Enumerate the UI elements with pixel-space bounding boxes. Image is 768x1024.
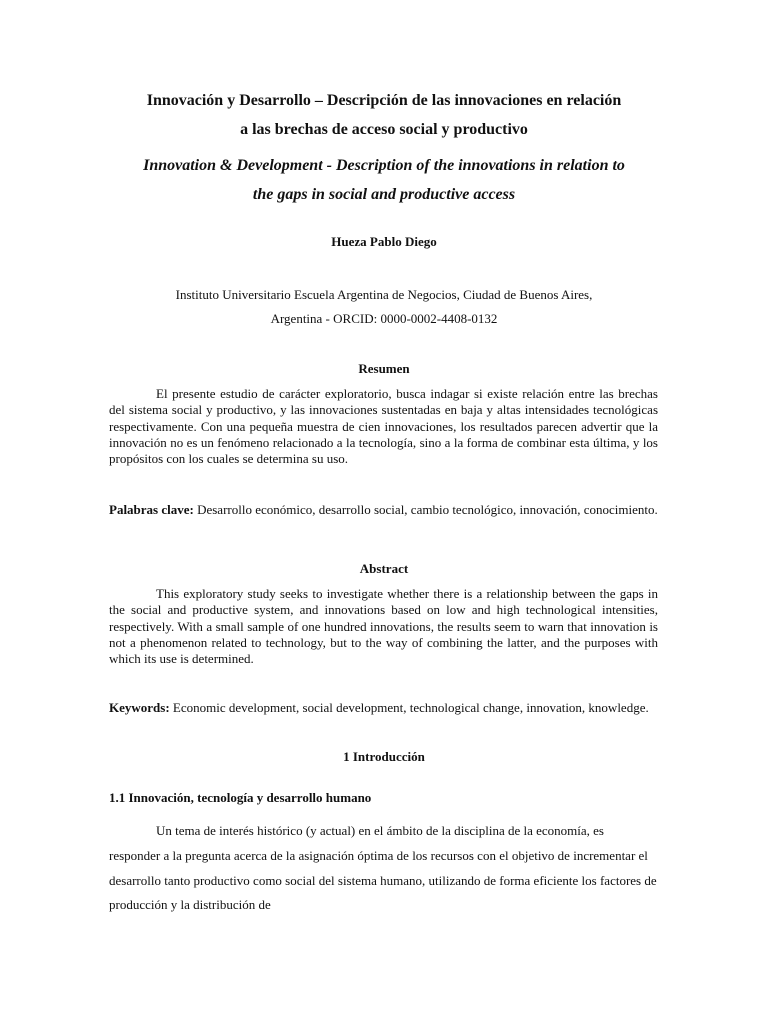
section-heading-introduccion: 1 Introducción: [343, 749, 425, 764]
palabras-clave: [109, 502, 658, 518]
title-spanish-line2: a las brechas de acceso social y productivo: [240, 121, 528, 138]
title-spanish-line1: Innovación y Desarrollo – Descripción de las innovaciones en relación: [146, 92, 622, 109]
title-spanish: [60, 86, 708, 144]
abstract-text: This exploratory study seeks to investigate whether there is a relationship between the gaps in the social and productive system, and innovations based on low and high technological intensities, respectively. With a small sample of one hundred innovations, the results seem to warn that innovation is not a phenomenon related to technology, but to the way of combining the latter, and the purposes with which its use is determined.: [109, 586, 658, 667]
title-english-line2: the gaps in social and productive access: [252, 186, 516, 203]
keywords-text: Economic development, social development, technological change, innovation, knowledge.: [169, 700, 649, 715]
resumen-heading: Resumen: [358, 361, 410, 376]
title-english-line1: Innovation & Development - Description of the innovations in relation to: [143, 157, 625, 174]
keywords: [109, 700, 658, 716]
affiliation-line2: Argentina - ORCID: 0000-0002-4408-0132: [270, 311, 498, 326]
resumen-text: El presente estudio de carácter exploratorio, busca indagar si existe relación entre las brechas del sistema social y productivo, y las innovaciones sustentadas en baja y altas intensidades tecnológicas respectivamente. Con una pequeña muestra de cien innovaciones, los resultados parecen advertir que la innovación no es un fenómeno relacionado a la tecnología, sino a la forma de combinar esta última, y los propósitos con los cuales se determina su uso.: [109, 386, 658, 467]
author-name: Hueza Pablo Diego: [331, 234, 437, 249]
abstract-heading: Abstract: [359, 561, 409, 576]
body-paragraph: Un tema de interés histórico (y actual) en el ámbito de la disciplina de la economía, es responder a la pregunta acerca de la asignación óptima de los recursos con el objetivo de incrementar el desarrollo tanto productivo como social del sistema humano, utilizando de forma eficiente los factores de producción y la distribución de: [109, 823, 657, 913]
title-english: [60, 151, 708, 209]
keywords-label: Keywords:: [109, 700, 170, 715]
affiliation-line1: Instituto Universitario Escuela Argentina de Negocios, Ciudad de Buenos Aires,: [175, 287, 593, 302]
palabras-clave-label: Palabras clave:: [109, 502, 194, 517]
subsection-heading: 1.1 Innovación, tecnología y desarrollo humano: [109, 790, 372, 805]
palabras-clave-text: Desarrollo económico, desarrollo social, cambio tecnológico, innovación, conocimiento.: [193, 502, 658, 517]
affiliation: [80, 283, 688, 331]
